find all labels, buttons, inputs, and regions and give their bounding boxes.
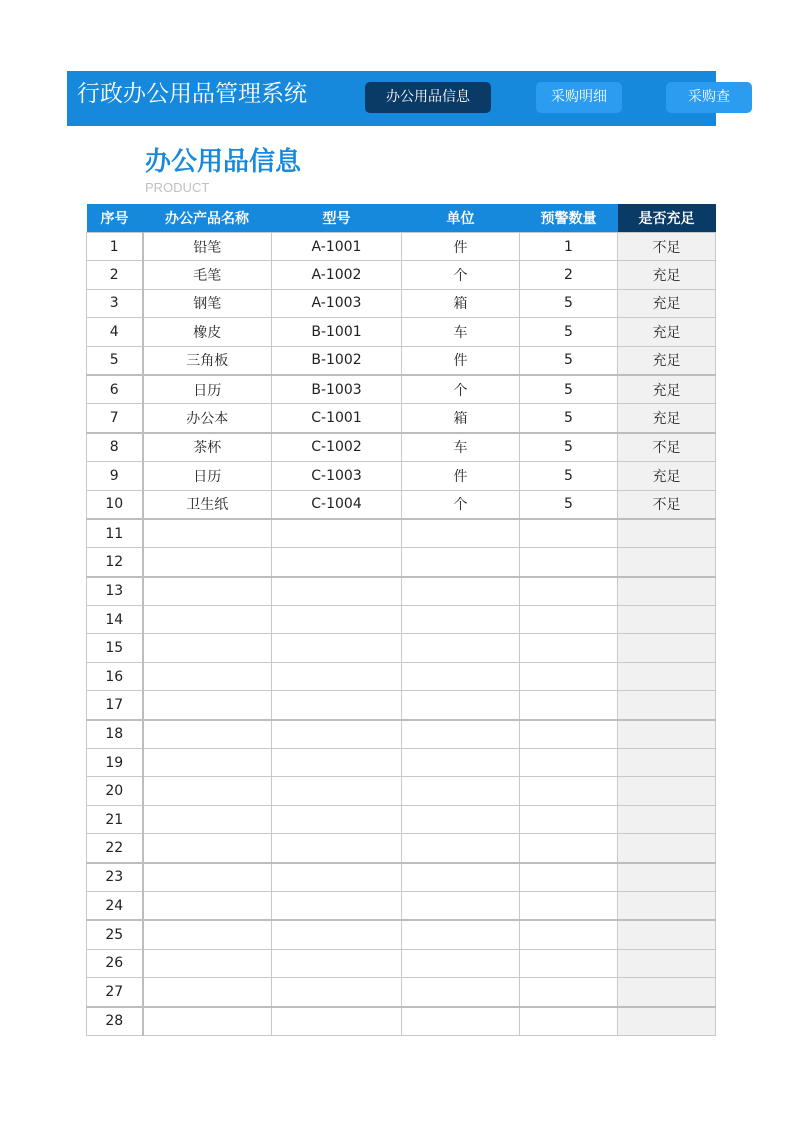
model-cell[interactable]: A-1002 <box>272 261 402 289</box>
serial-number-cell: 22 <box>87 834 143 863</box>
alert-quantity-cell[interactable] <box>520 949 618 977</box>
app-title: 行政办公用品管理系统 <box>77 81 307 107</box>
table-row <box>87 519 716 548</box>
product-name-cell[interactable]: 办公本 <box>143 404 272 433</box>
product-name-cell[interactable]: 铅笔 <box>143 233 272 261</box>
table-row <box>87 691 716 720</box>
alert-quantity-cell[interactable]: 5 <box>520 462 618 490</box>
sufficiency-cell[interactable]: 充足 <box>618 261 716 289</box>
table-row <box>87 462 716 490</box>
alert-quantity-cell[interactable] <box>520 891 618 920</box>
serial-number-cell: 3 <box>87 289 143 317</box>
product-name-cell[interactable] <box>143 606 272 634</box>
model-cell[interactable]: A-1003 <box>272 289 402 317</box>
serial-number-cell: 17 <box>87 691 143 720</box>
alert-quantity-cell[interactable]: 5 <box>520 433 618 462</box>
product-name-cell[interactable]: 橡皮 <box>143 318 272 346</box>
nav-purchase-query-button[interactable]: 采购查 <box>666 82 752 113</box>
alert-quantity-cell[interactable]: 1 <box>520 233 618 261</box>
model-cell[interactable] <box>272 805 402 833</box>
model-cell[interactable]: C-1003 <box>272 462 402 490</box>
serial-number-cell: 12 <box>87 548 143 577</box>
model-cell[interactable] <box>272 949 402 977</box>
unit-cell[interactable]: 个 <box>402 375 520 404</box>
alert-quantity-cell[interactable]: 5 <box>520 404 618 433</box>
product-name-cell[interactable] <box>143 634 272 662</box>
alert-quantity-cell[interactable] <box>520 749 618 777</box>
model-cell[interactable] <box>272 548 402 577</box>
sufficiency-cell[interactable]: 不足 <box>618 433 716 462</box>
unit-cell[interactable] <box>402 920 520 949</box>
nav-office-supplies-info-button[interactable]: 办公用品信息 <box>365 82 491 113</box>
table-row <box>87 777 716 805</box>
product-name-cell[interactable] <box>143 749 272 777</box>
nav-purchase-details-button[interactable]: 采购明细 <box>536 82 622 113</box>
header-product-name: 办公产品名称 <box>143 204 272 233</box>
sufficiency-cell[interactable]: 充足 <box>618 289 716 317</box>
model-cell[interactable]: C-1001 <box>272 404 402 433</box>
alert-quantity-cell[interactable] <box>520 834 618 863</box>
serial-number-cell: 24 <box>87 891 143 920</box>
model-cell[interactable]: C-1004 <box>272 490 402 519</box>
app-header <box>67 71 730 126</box>
product-name-cell[interactable]: 茶杯 <box>143 433 272 462</box>
unit-cell[interactable] <box>402 691 520 720</box>
serial-number-cell: 8 <box>87 433 143 462</box>
model-cell[interactable] <box>272 634 402 662</box>
alert-quantity-cell[interactable] <box>520 978 618 1007</box>
table-row <box>87 720 716 749</box>
table-header-row <box>87 204 716 233</box>
alert-quantity-cell[interactable]: 5 <box>520 318 618 346</box>
product-name-cell[interactable]: 卫生纸 <box>143 490 272 519</box>
table-body <box>87 233 716 1036</box>
serial-number-cell: 14 <box>87 606 143 634</box>
model-cell[interactable] <box>272 1007 402 1036</box>
product-name-cell[interactable]: 毛笔 <box>143 261 272 289</box>
product-name-cell[interactable] <box>143 777 272 805</box>
alert-quantity-cell[interactable] <box>520 548 618 577</box>
product-name-cell[interactable] <box>143 805 272 833</box>
alert-quantity-cell[interactable] <box>520 662 618 690</box>
product-name-cell[interactable]: 日历 <box>143 462 272 490</box>
sufficiency-cell[interactable] <box>618 749 716 777</box>
header-serial-number: 序号 <box>87 204 143 233</box>
section-subtitle: PRODUCT <box>145 180 210 195</box>
sufficiency-cell[interactable]: 充足 <box>618 462 716 490</box>
unit-cell[interactable] <box>402 834 520 863</box>
serial-number-cell: 26 <box>87 949 143 977</box>
model-cell[interactable]: B-1002 <box>272 346 402 375</box>
sufficiency-cell[interactable] <box>618 577 716 606</box>
sufficiency-cell[interactable] <box>618 834 716 863</box>
unit-cell[interactable] <box>402 891 520 920</box>
sufficiency-cell[interactable] <box>618 720 716 749</box>
table-row <box>87 834 716 863</box>
serial-number-cell: 27 <box>87 978 143 1007</box>
unit-cell[interactable]: 箱 <box>402 404 520 433</box>
table-row <box>87 1007 716 1036</box>
model-cell[interactable] <box>272 577 402 606</box>
unit-cell[interactable] <box>402 519 520 548</box>
unit-cell[interactable] <box>402 606 520 634</box>
unit-cell[interactable] <box>402 720 520 749</box>
table-row <box>87 289 716 317</box>
header-unit: 单位 <box>402 204 520 233</box>
unit-cell[interactable] <box>402 978 520 1007</box>
unit-cell[interactable] <box>402 548 520 577</box>
serial-number-cell: 23 <box>87 863 143 892</box>
table-row <box>87 978 716 1007</box>
serial-number-cell: 18 <box>87 720 143 749</box>
table-row <box>87 261 716 289</box>
table-row <box>87 233 716 261</box>
model-cell[interactable]: B-1001 <box>272 318 402 346</box>
sufficiency-cell[interactable] <box>618 805 716 833</box>
table-row <box>87 891 716 920</box>
alert-quantity-cell[interactable] <box>520 777 618 805</box>
serial-number-cell: 25 <box>87 920 143 949</box>
unit-cell[interactable]: 车 <box>402 433 520 462</box>
product-name-cell[interactable] <box>143 662 272 690</box>
sufficiency-cell[interactable] <box>618 949 716 977</box>
alert-quantity-cell[interactable] <box>520 805 618 833</box>
model-cell[interactable]: C-1002 <box>272 433 402 462</box>
sufficiency-cell[interactable] <box>618 920 716 949</box>
serial-number-cell: 4 <box>87 318 143 346</box>
unit-cell[interactable]: 车 <box>402 318 520 346</box>
serial-number-cell: 13 <box>87 577 143 606</box>
model-cell[interactable] <box>272 863 402 892</box>
model-cell[interactable] <box>272 834 402 863</box>
alert-quantity-cell[interactable]: 5 <box>520 375 618 404</box>
model-cell[interactable] <box>272 720 402 749</box>
model-cell[interactable] <box>272 978 402 1007</box>
unit-cell[interactable]: 件 <box>402 462 520 490</box>
table-row <box>87 606 716 634</box>
alert-quantity-cell[interactable]: 5 <box>520 289 618 317</box>
serial-number-cell: 28 <box>87 1007 143 1036</box>
model-cell[interactable] <box>272 606 402 634</box>
model-cell[interactable] <box>272 691 402 720</box>
sufficiency-cell[interactable]: 不足 <box>618 490 716 519</box>
sufficiency-cell[interactable]: 充足 <box>618 375 716 404</box>
table-row <box>87 375 716 404</box>
model-cell[interactable] <box>272 920 402 949</box>
unit-cell[interactable] <box>402 805 520 833</box>
product-name-cell[interactable] <box>143 691 272 720</box>
serial-number-cell: 2 <box>87 261 143 289</box>
model-cell[interactable] <box>272 777 402 805</box>
unit-cell[interactable]: 件 <box>402 346 520 375</box>
sufficiency-cell[interactable] <box>618 519 716 548</box>
alert-quantity-cell[interactable]: 2 <box>520 261 618 289</box>
product-name-cell[interactable] <box>143 519 272 548</box>
unit-cell[interactable] <box>402 634 520 662</box>
serial-number-cell: 5 <box>87 346 143 375</box>
sufficiency-cell[interactable] <box>618 863 716 892</box>
serial-number-cell: 20 <box>87 777 143 805</box>
product-name-cell[interactable]: 钢笔 <box>143 289 272 317</box>
unit-cell[interactable] <box>402 662 520 690</box>
serial-number-cell: 6 <box>87 375 143 404</box>
product-name-cell[interactable]: 日历 <box>143 375 272 404</box>
sufficiency-cell[interactable] <box>618 662 716 690</box>
table-row <box>87 404 716 433</box>
product-name-cell[interactable] <box>143 577 272 606</box>
product-name-cell[interactable] <box>143 834 272 863</box>
model-cell[interactable]: A-1001 <box>272 233 402 261</box>
unit-cell[interactable] <box>402 777 520 805</box>
unit-cell[interactable] <box>402 949 520 977</box>
table-row <box>87 805 716 833</box>
serial-number-cell: 7 <box>87 404 143 433</box>
sufficiency-cell[interactable]: 充足 <box>618 346 716 375</box>
table-row <box>87 490 716 519</box>
alert-quantity-cell[interactable]: 5 <box>520 346 618 375</box>
alert-quantity-cell[interactable] <box>520 1007 618 1036</box>
sufficiency-cell[interactable] <box>618 606 716 634</box>
table-row <box>87 634 716 662</box>
section-title: 办公用品信息 <box>145 147 302 177</box>
serial-number-cell: 19 <box>87 749 143 777</box>
table-row <box>87 749 716 777</box>
model-cell[interactable] <box>272 519 402 548</box>
product-name-cell[interactable]: 三角板 <box>143 346 272 375</box>
table-row <box>87 662 716 690</box>
model-cell[interactable] <box>272 662 402 690</box>
sufficiency-cell[interactable]: 不足 <box>618 233 716 261</box>
alert-quantity-cell[interactable] <box>520 606 618 634</box>
unit-cell[interactable]: 个 <box>402 490 520 519</box>
product-name-cell[interactable] <box>143 978 272 1007</box>
unit-cell[interactable] <box>402 749 520 777</box>
sufficiency-cell[interactable] <box>618 691 716 720</box>
sufficiency-cell[interactable] <box>618 891 716 920</box>
product-name-cell[interactable] <box>143 949 272 977</box>
serial-number-cell: 15 <box>87 634 143 662</box>
alert-quantity-cell[interactable] <box>520 577 618 606</box>
table-row <box>87 863 716 892</box>
alert-quantity-cell[interactable]: 5 <box>520 490 618 519</box>
serial-number-cell: 16 <box>87 662 143 690</box>
sufficiency-cell[interactable] <box>618 777 716 805</box>
unit-cell[interactable]: 箱 <box>402 289 520 317</box>
serial-number-cell: 21 <box>87 805 143 833</box>
office-supplies-table <box>86 204 716 1036</box>
product-name-cell[interactable] <box>143 863 272 892</box>
alert-quantity-cell[interactable] <box>520 720 618 749</box>
table-row <box>87 346 716 375</box>
product-name-cell[interactable] <box>143 1007 272 1036</box>
unit-cell[interactable]: 件 <box>402 233 520 261</box>
header-is-sufficient: 是否充足 <box>618 204 716 233</box>
unit-cell[interactable] <box>402 577 520 606</box>
alert-quantity-cell[interactable] <box>520 863 618 892</box>
table-row <box>87 433 716 462</box>
product-name-cell[interactable] <box>143 920 272 949</box>
table-row <box>87 920 716 949</box>
unit-cell[interactable] <box>402 863 520 892</box>
product-name-cell[interactable] <box>143 891 272 920</box>
sufficiency-cell[interactable] <box>618 634 716 662</box>
model-cell[interactable] <box>272 891 402 920</box>
sufficiency-cell[interactable] <box>618 548 716 577</box>
unit-cell[interactable]: 个 <box>402 261 520 289</box>
sufficiency-cell[interactable] <box>618 1007 716 1036</box>
alert-quantity-cell[interactable] <box>520 691 618 720</box>
product-name-cell[interactable] <box>143 720 272 749</box>
alert-quantity-cell[interactable] <box>520 634 618 662</box>
alert-quantity-cell[interactable] <box>520 920 618 949</box>
product-name-cell[interactable] <box>143 548 272 577</box>
sufficiency-cell[interactable]: 充足 <box>618 318 716 346</box>
header-alert-quantity: 预警数量 <box>520 204 618 233</box>
sufficiency-cell[interactable]: 充足 <box>618 404 716 433</box>
header-model: 型号 <box>272 204 402 233</box>
serial-number-cell: 11 <box>87 519 143 548</box>
model-cell[interactable] <box>272 749 402 777</box>
model-cell[interactable]: B-1003 <box>272 375 402 404</box>
serial-number-cell: 9 <box>87 462 143 490</box>
serial-number-cell: 1 <box>87 233 143 261</box>
serial-number-cell: 10 <box>87 490 143 519</box>
table-row <box>87 577 716 606</box>
unit-cell[interactable] <box>402 1007 520 1036</box>
sufficiency-cell[interactable] <box>618 978 716 1007</box>
table-row <box>87 949 716 977</box>
alert-quantity-cell[interactable] <box>520 519 618 548</box>
table-row <box>87 318 716 346</box>
table-row <box>87 548 716 577</box>
